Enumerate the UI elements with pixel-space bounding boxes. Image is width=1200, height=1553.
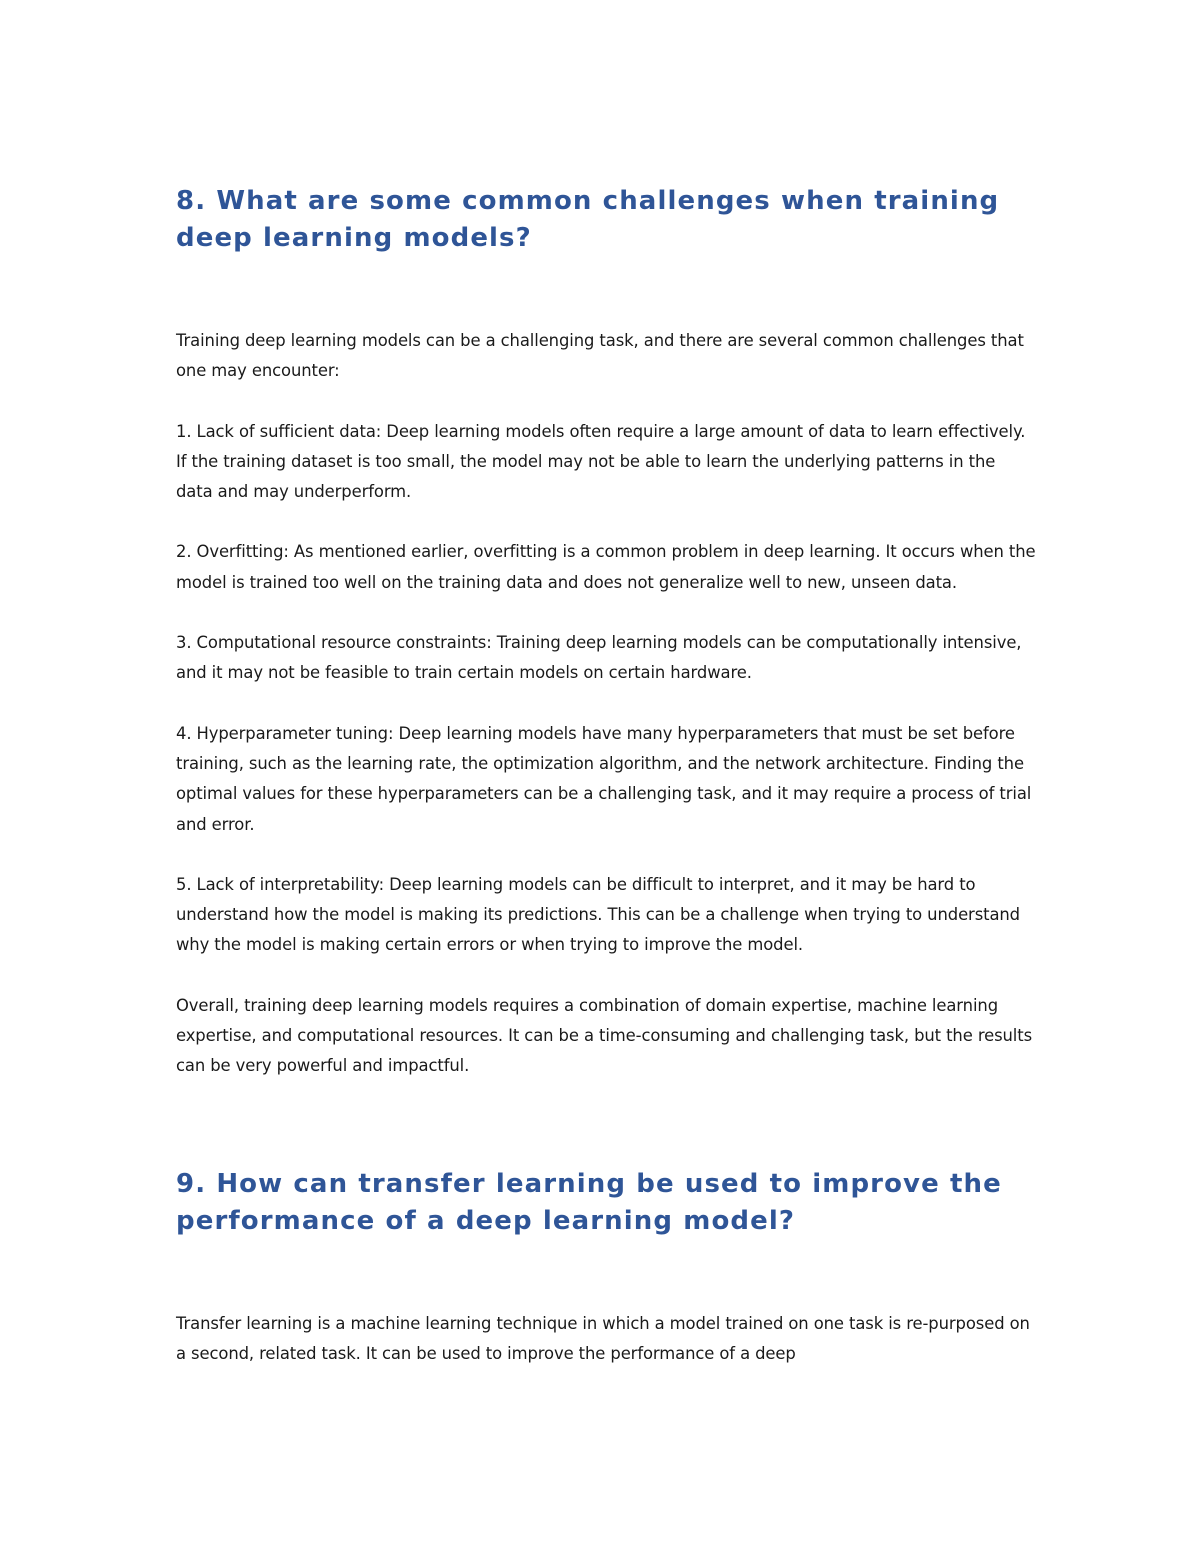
- challenge-item-1: 1. Lack of sufficient data: Deep learning models often require a large amount of data to learn effectively. If the training dataset is too small, the model may not be able to learn the underlying patterns in the data and may underperform.: [176, 421, 1026, 502]
- challenge-item-5: 5. Lack of interpretability: Deep learning models can be difficult to interpret, and it may be hard to understand how the model is making its predictions. This can be a challenge when trying to understand why the model is making certain errors or when trying to improve the model.: [176, 874, 1020, 955]
- document-content: [176, 183, 1036, 1369]
- section-9-heading: 9. How can transfer learning be used to improve the performance of a deep learning model?: [176, 1168, 1002, 1236]
- section-8-conclusion: Overall, training deep learning models requires a combination of domain expertise, machine learning expertise, and computational resources. It can be a time-consuming and challenging task, but the results can be very powerful and impactful.: [176, 995, 1033, 1076]
- challenge-item-2: 2. Overfitting: As mentioned earlier, overfitting is a common problem in deep learning. It occurs when the model is trained too well on the training data and does not generalize well to new, unseen data.: [176, 542, 1036, 592]
- section-9-intro: Transfer learning is a machine learning technique in which a model trained on one task is re-purposed on a second, related task. It can be used to improve the performance of a deep: [176, 1313, 1030, 1363]
- challenge-item-3: 3. Computational resource constraints: Training deep learning models can be computationally intensive, and it may not be feasible to train certain models on certain hardware.: [176, 633, 1022, 683]
- challenge-item-4: 4. Hyperparameter tuning: Deep learning models have many hyperparameters that must be set before training, such as the learning rate, the optimization algorithm, and the network architecture. Finding the optimal values for these hyperparameters can be a challenging task, and it may require a process of trial and error.: [176, 723, 1032, 834]
- section-8-intro: Training deep learning models can be a challenging task, and there are several common challenges that one may encounter:: [176, 331, 1024, 381]
- section-8-heading: 8. What are some common challenges when training deep learning models?: [176, 186, 1000, 253]
